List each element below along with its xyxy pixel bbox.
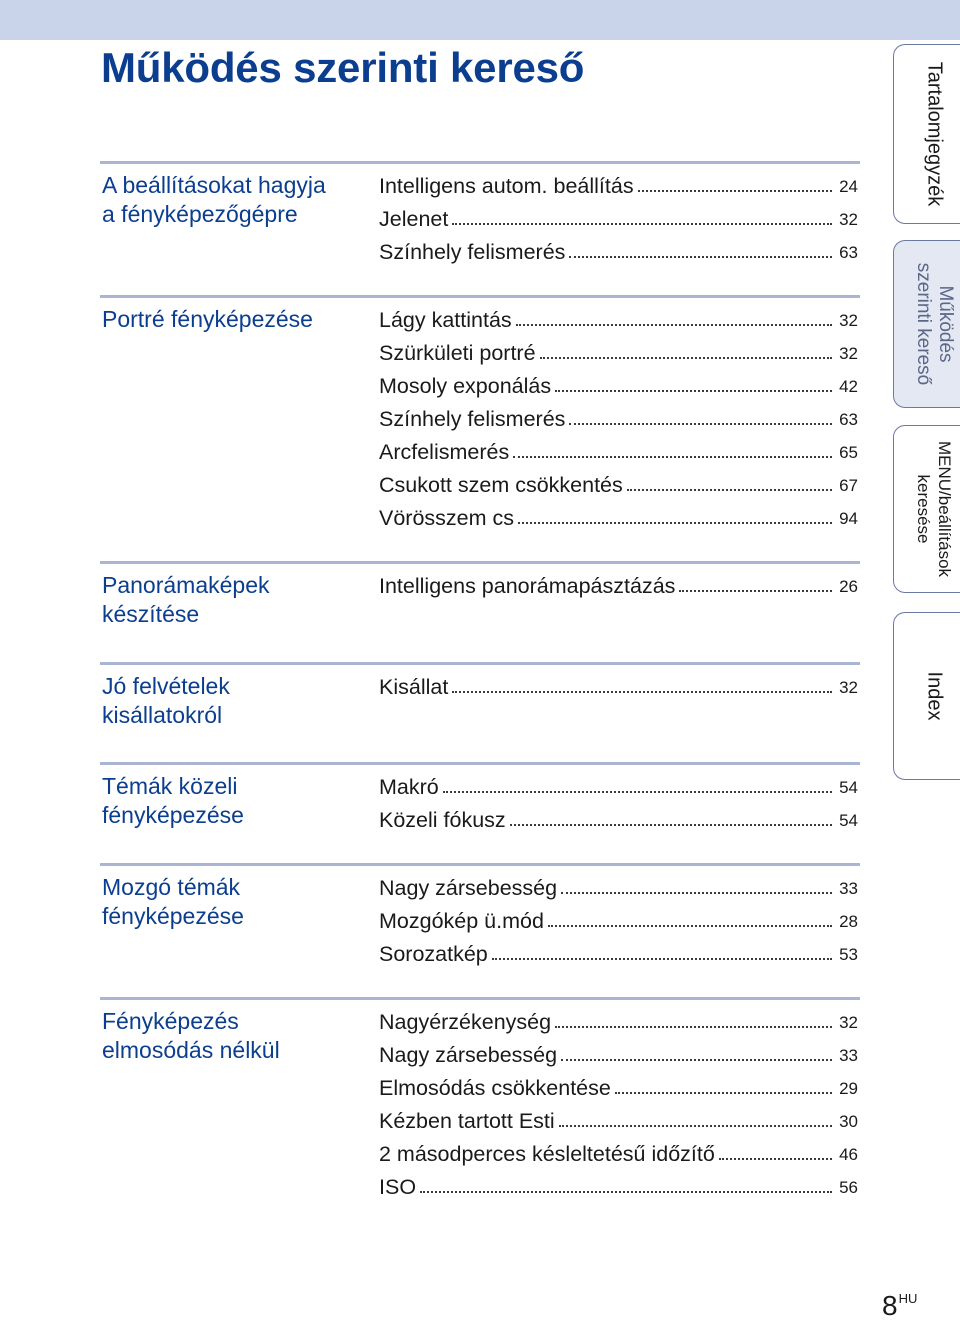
entry-page-number: 29 [839, 1078, 858, 1098]
dot-leader [513, 456, 832, 458]
entry-text: Nagy zársebesség [379, 876, 558, 900]
entry-list [379, 872, 858, 971]
section-label-line: fényképezése [102, 802, 244, 828]
entry-list [379, 671, 858, 704]
entry-text: Intelligens panorámapásztázás [379, 574, 676, 598]
tab-index[interactable] [893, 612, 960, 780]
entry-page-number: 42 [839, 376, 858, 396]
dot-leader [510, 824, 832, 826]
section-divider [100, 863, 860, 866]
entry-list [379, 570, 858, 603]
entry-page-number: 32 [839, 1012, 858, 1032]
entry-page-number: 63 [839, 409, 858, 429]
section-label [102, 305, 370, 334]
dot-leader [561, 1059, 832, 1061]
entry-row[interactable] [379, 1138, 858, 1171]
section-label-line: készítése [102, 601, 200, 627]
entry-row[interactable] [379, 1039, 858, 1072]
entry-list [379, 771, 858, 837]
entry-text: Jelenet [379, 207, 449, 231]
entry-page-number: 24 [839, 176, 858, 196]
entry-text: Nagyérzékenység [379, 1010, 552, 1034]
dot-leader [492, 958, 832, 960]
dot-leader [719, 1158, 832, 1160]
entry-page-number: 32 [839, 343, 858, 363]
entry-text: Makró [379, 775, 439, 799]
section-label-line: Portré fényképezése [102, 306, 313, 332]
entry-text: Elmosódás csökkentése [379, 1076, 611, 1100]
section-label-line: Témák közeli [102, 773, 238, 799]
entry-text: Szürkületi portré [379, 341, 536, 365]
dot-leader [627, 489, 832, 491]
entry-page-number: 65 [839, 442, 858, 462]
tab-label [922, 62, 945, 207]
dot-leader [569, 256, 832, 258]
section-label [102, 772, 370, 830]
section-label [102, 571, 370, 629]
entry-page-number: 67 [839, 475, 858, 495]
entry-text: Lágy kattintás [379, 308, 512, 332]
entry-row[interactable] [379, 1105, 858, 1138]
tab-label [913, 441, 955, 577]
entry-page-number: 56 [839, 1177, 858, 1197]
section-divider [100, 161, 860, 164]
dot-leader [555, 390, 832, 392]
entry-page-number: 33 [839, 1045, 858, 1065]
dot-leader [615, 1092, 832, 1094]
entry-text: Csukott szem csökkentés [379, 473, 623, 497]
dot-leader [518, 522, 832, 524]
dot-leader [420, 1191, 832, 1193]
tab-mukodes-szerinti-kereso[interactable] [893, 240, 960, 408]
tab-tartalomjegyzek[interactable] [893, 44, 960, 224]
entry-list [379, 170, 858, 269]
entry-text: Mosoly exponálás [379, 374, 552, 398]
entry-text: Arcfelismerés [379, 440, 510, 464]
section-label [102, 171, 370, 229]
dot-leader [548, 925, 832, 927]
section-label-line: A beállításokat hagyja [102, 172, 326, 198]
section-divider [100, 997, 860, 1000]
entry-text: 2 másodperces késleltetésű időzítő [379, 1142, 715, 1166]
section-label-line: kisállatokról [102, 702, 223, 728]
entry-page-number: 26 [839, 576, 858, 596]
dot-leader [679, 590, 832, 592]
section-divider [100, 561, 860, 564]
section-label [102, 1007, 370, 1065]
entry-row[interactable] [379, 403, 858, 436]
tab-label-line: keresése [913, 474, 933, 544]
entry-row[interactable] [379, 771, 858, 804]
tab-label-line: Működés [934, 285, 956, 363]
dot-leader [569, 423, 832, 425]
dot-leader [443, 791, 832, 793]
dot-leader [638, 190, 832, 192]
section-label-line: elmosódás nélkül [102, 1037, 280, 1063]
page-number-value: 8 [882, 1290, 898, 1321]
dot-leader [452, 691, 832, 693]
tab-label-line: Index [923, 671, 945, 721]
entry-row[interactable] [379, 436, 858, 469]
entry-page-number: 46 [839, 1144, 858, 1164]
entry-page-number: 32 [839, 310, 858, 330]
tab-label [912, 263, 956, 386]
entry-text: Mozgókép ü.mód [379, 909, 544, 933]
entry-page-number: 54 [839, 810, 858, 830]
entry-page-number: 28 [839, 911, 858, 931]
entry-row[interactable] [379, 804, 858, 837]
entry-text: Kézben tartott Esti [379, 1109, 555, 1133]
page-number [882, 1290, 917, 1322]
dot-leader [452, 223, 832, 225]
section-label [102, 873, 370, 931]
entry-text: Kisállat [379, 675, 449, 699]
entry-page-number: 54 [839, 777, 858, 797]
entry-page-number: 32 [839, 209, 858, 229]
entry-row[interactable] [379, 304, 858, 337]
section-label-line: Panorámaképek [102, 572, 270, 598]
tab-menu-beallitasok-keresese[interactable] [893, 425, 960, 593]
entry-page-number: 94 [839, 508, 858, 528]
entry-text: Közeli fókusz [379, 808, 506, 832]
entry-row[interactable] [379, 671, 858, 704]
section-label-line: Jó felvételek [102, 673, 230, 699]
entry-row[interactable] [379, 203, 858, 236]
entry-row[interactable] [379, 469, 858, 502]
tab-label-line: MENU/beállítások [934, 440, 954, 578]
entry-row[interactable] [379, 236, 858, 269]
entry-page-number: 30 [839, 1111, 858, 1131]
dot-leader [540, 357, 832, 359]
entry-text: Nagy zársebesség [379, 1043, 558, 1067]
entry-text: Vörösszem cs [379, 506, 515, 530]
dot-leader [559, 1125, 832, 1127]
section-divider [100, 762, 860, 765]
section-label-line: Fényképezés [102, 1008, 239, 1034]
section-divider [100, 295, 860, 298]
section-label-line: fényképezése [102, 903, 244, 929]
entry-text: Színhely felismerés [379, 407, 566, 431]
entry-row[interactable] [379, 570, 858, 603]
entry-page-number: 33 [839, 878, 858, 898]
entry-row[interactable] [379, 872, 858, 905]
entry-list [379, 1006, 858, 1204]
tab-label-line: Tartalomjegyzék [923, 61, 945, 207]
entry-row[interactable] [379, 370, 858, 403]
entry-text: Sorozatkép [379, 942, 488, 966]
entry-text: ISO [379, 1175, 417, 1199]
dot-leader [555, 1026, 832, 1028]
tab-label-line: szerinti kereső [912, 262, 934, 386]
tab-label [922, 672, 945, 721]
entry-row[interactable] [379, 938, 858, 971]
section-label-line: a fényképezőgépre [102, 201, 298, 227]
entry-page-number: 53 [839, 944, 858, 964]
section-divider [100, 662, 860, 665]
section-label [102, 672, 370, 730]
dot-leader [516, 324, 832, 326]
entry-row[interactable] [379, 1072, 858, 1105]
entry-page-number: 63 [839, 242, 858, 262]
entry-page-number: 32 [839, 677, 858, 697]
entry-list [379, 304, 858, 535]
page-title: Működés szerinti kereső [101, 44, 585, 91]
entry-row[interactable] [379, 502, 858, 535]
header-band [0, 0, 960, 40]
entry-text: Színhely felismerés [379, 240, 566, 264]
section-label-line: Mozgó témák [102, 874, 241, 900]
entry-row[interactable] [379, 337, 858, 370]
entry-text: Intelligens autom. beállítás [379, 174, 634, 198]
entry-row[interactable] [379, 1006, 858, 1039]
entry-row[interactable] [379, 905, 858, 938]
page-number-suffix: HU [898, 1291, 918, 1306]
entry-row[interactable] [379, 170, 858, 203]
dot-leader [561, 892, 832, 894]
entry-row[interactable] [379, 1171, 858, 1204]
